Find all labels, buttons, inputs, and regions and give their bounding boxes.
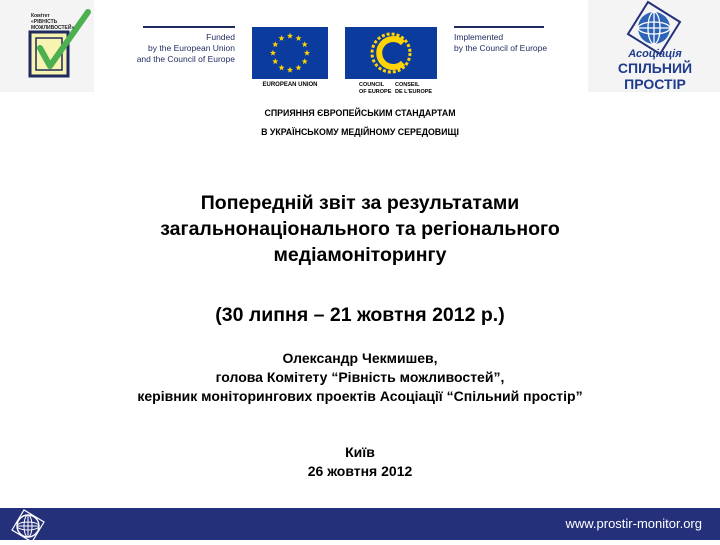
eu-star-icon: [295, 65, 301, 71]
eu-star-icon: [270, 50, 276, 56]
footer-logo: [10, 509, 46, 540]
place-date: [20, 443, 700, 481]
eu-star-icon: [272, 58, 278, 64]
eu-stars-icon: [252, 27, 328, 79]
implemented-text: Implemented by the Council of Europe: [454, 32, 548, 53]
eu-star-icon: [302, 41, 308, 47]
funded-divider: [143, 26, 235, 28]
eu-caption: EUROPEAN UNION: [262, 82, 318, 88]
eu-star-icon: [304, 50, 310, 56]
eu-flag: [252, 27, 328, 79]
eu-star-icon: [287, 67, 293, 73]
website-link[interactable]: www.prostir-monitor.org: [565, 516, 702, 531]
eu-star-icon: [295, 35, 301, 41]
support-slogan: СПРИЯННЯ ЄВРОПЕЙСЬКИМ СТАНДАРТАМ В УКРАЇНСЬКОМУ МЕДІЙНОМУ СЕРЕДОВИЩІ: [261, 108, 459, 137]
author-block: Олександр Чекмишев, голова Комітету “Рівність можливостей”, керівник моніторингових проектів Асоціації “Спільний простір”: [137, 350, 583, 404]
eu-star-icon: [278, 35, 284, 41]
funded-text: Funded by the European Union and the Council of Europe: [136, 32, 235, 64]
committee-name: Комітет «РІВНІСТЬ МОЖЛИВОСТЕЙ»: [31, 13, 75, 31]
implemented-divider: [454, 26, 544, 28]
report-period: (30 липня – 21 жовтня 2012 р.): [215, 304, 505, 326]
date: 26 жовтня 2012: [307, 463, 413, 479]
coe-flag: [345, 27, 437, 79]
association-name: Асоціація СПІЛЬНИЙ ПРОСТІР: [617, 48, 693, 92]
eu-star-icon: [302, 58, 308, 64]
globe-icon: [10, 509, 46, 540]
report-title: Попередній звіт за результатами загальнонаціонального та регіонального медіамоніторингу: [160, 192, 560, 266]
coe-emblem-icon: [345, 27, 437, 79]
city: Київ: [345, 444, 375, 460]
eu-star-icon: [287, 33, 293, 39]
eu-star-icon: [272, 41, 278, 47]
eu-star-icon: [278, 65, 284, 71]
